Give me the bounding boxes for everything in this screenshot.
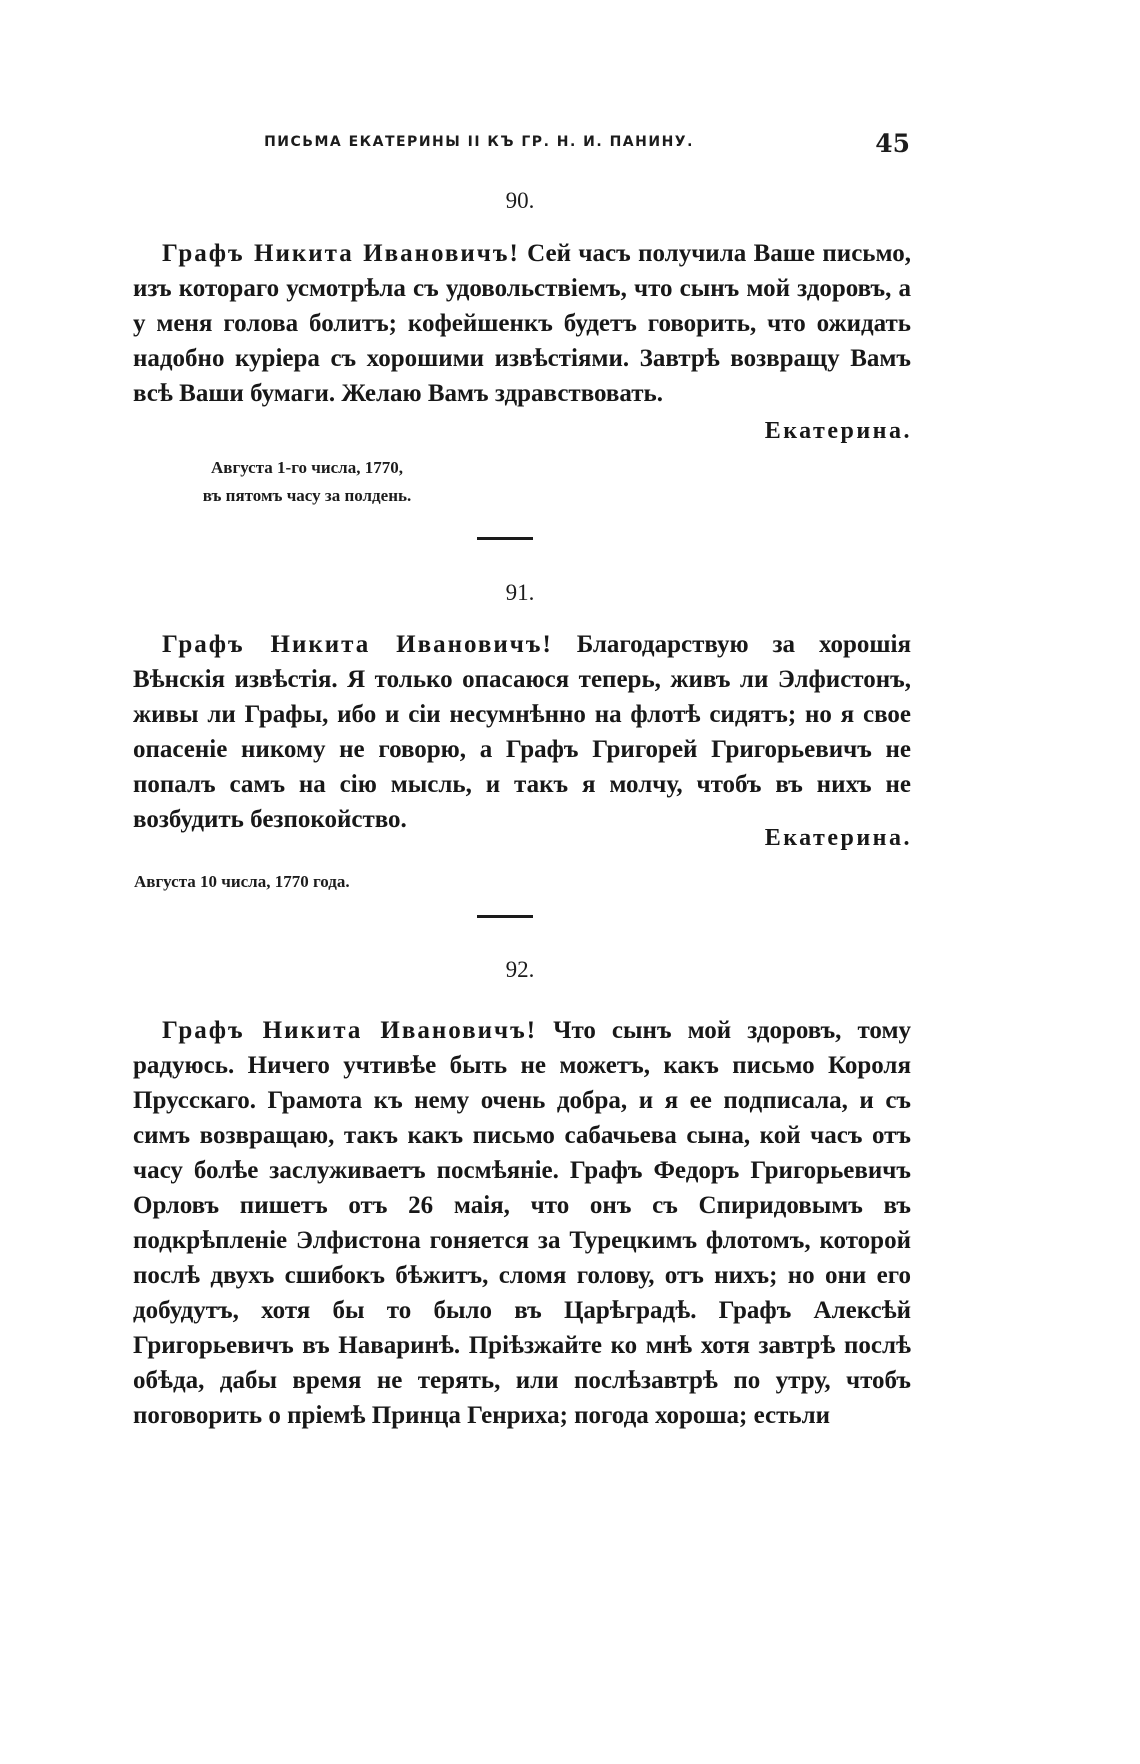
letter-salutation: Графъ Никита Ивановичъ! <box>162 631 553 658</box>
signature-90: Екатерина. <box>764 418 912 444</box>
running-head <box>128 131 910 161</box>
date-note-91 <box>134 868 350 896</box>
letter-body-92 <box>133 1013 911 1433</box>
date-line: въ пятомъ часу за полдень. <box>202 486 412 505</box>
letter-text: Благодарствую за хорошія Вѣнскія извѣстія. Я только опасаюся теперь, живъ ли Элфистонъ, живы ли Графы, ибо и сіи несумнѣнно на флотѣ сидятъ; но я свое опасеніе никому не говорю, а Графъ Григорей Григорьевичъ не попалъ самъ на сію мысль, и такъ я молчу, чтобъ въ нихъ не возбудить безпокойство. <box>133 631 911 833</box>
letter-salutation: Графъ Никита Ивановичъ! <box>162 240 520 267</box>
running-title: ПИСЬМА ЕКАТЕРИНЫ II КЪ ГР. Н. И. ПАНИНУ. <box>264 134 694 150</box>
letter-number-90: 90. <box>505 188 535 213</box>
date-note-90 <box>152 454 462 510</box>
letter-text: Сей часъ получила Ваше письмо, изъ котораго усмотрѣла съ удовольствіемъ, что сынъ мой здоровъ, а у меня голова болитъ; кофейшенкъ будетъ говорить, что ожидать надобно куріера съ хорошими извѣстіями. Завтрѣ возвращу Вамъ всѣ Ваши бумаги. Желаю Вамъ здравствовать. <box>133 240 911 407</box>
page-number: 45 <box>875 129 910 158</box>
section-divider <box>477 915 533 918</box>
letter-number-92: 92. <box>505 957 535 982</box>
date-line: Августа 1-го числа, 1770, <box>211 458 403 477</box>
letter-salutation: Графъ Никита Ивановичъ! <box>162 1017 538 1044</box>
date-line: Августа 10 числа, 1770 года. <box>134 872 350 891</box>
letter-body-90 <box>133 236 911 411</box>
letter-body-91 <box>133 627 911 837</box>
letter-number-91: 91. <box>505 580 535 605</box>
signature-91: Екатерина. <box>764 825 912 851</box>
letter-text: Что сынъ мой здоровъ, тому радуюсь. Ничего учтивѣе быть не можетъ, какъ письмо Короля Прусскаго. Грамота къ нему очень добра, и я ее подписала, и съ симъ возвращаю, такъ какъ письмо сабачьева сына, кой часъ отъ часу болѣе заслуживаетъ посмѣяніе. Графъ Федоръ Григорьевичъ Орловъ пишетъ отъ 26 маія, что онъ съ Спиридовымъ въ подкрѣпленіе Элфистона гоняется за Турецкимъ флотомъ, которой послѣ двухъ сшибокъ бѣжитъ, сломя голову, отъ нихъ; но они его добудутъ, хотя бы то было въ Царѣградѣ. Графъ Алексѣй Григорьевичъ въ Наваринѣ. Пріѣзжайте ко мнѣ хотя завтрѣ послѣ обѣда, дабы время не терять, или послѣзавтрѣ по утру, чтобъ поговорить о пріемѣ Принца Генриха; погода хороша; естьли <box>133 1017 911 1429</box>
section-divider <box>477 537 533 540</box>
